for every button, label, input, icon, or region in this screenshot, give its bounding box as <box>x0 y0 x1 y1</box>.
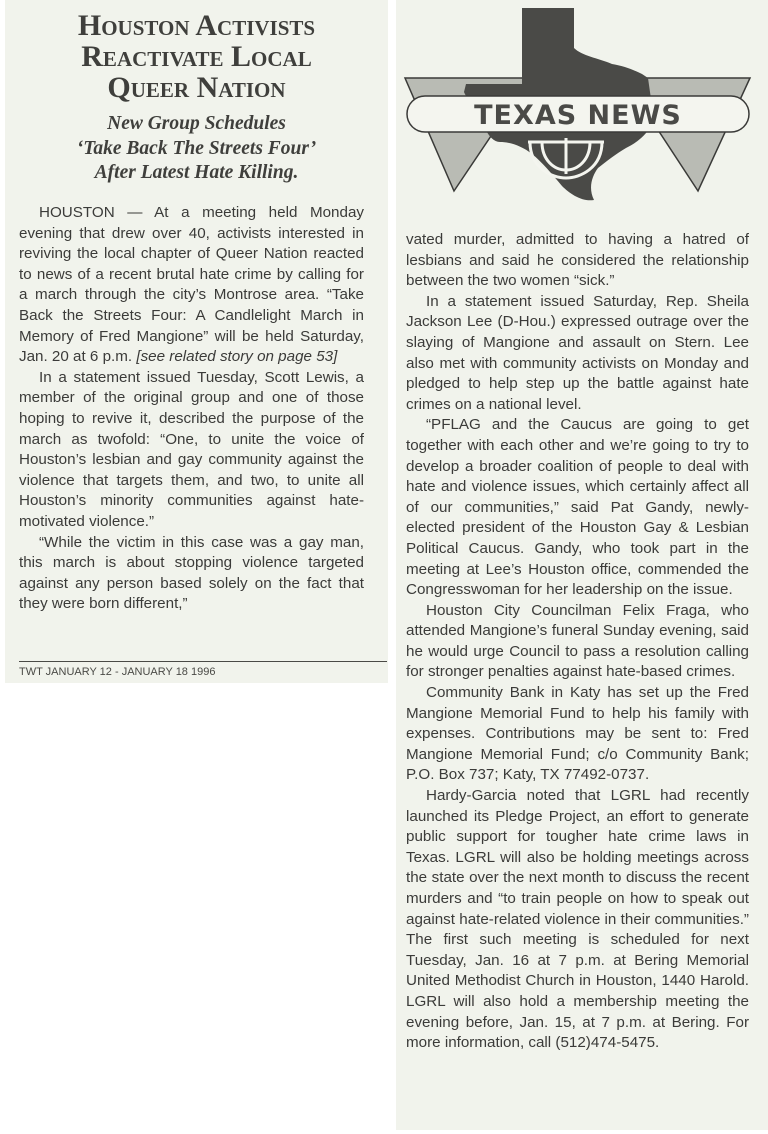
related-story-reference: [see related story on page 53] <box>136 348 338 366</box>
headline <box>5 10 388 103</box>
texas-news-logo <box>402 8 754 203</box>
publication-dateline: TWT JANUARY 12 - JANUARY 18 1996 <box>19 666 216 678</box>
article-paragraph: Houston City Councilman Felix Fraga, who attended Mangione’s funeral Sunday evening, said he would urge Council to pass a resolution calling for stronger penalties against hate-based crimes. <box>406 601 749 681</box>
subheadline-line: After Latest Hate Killing. <box>94 162 299 183</box>
headline-line: Reactivate Local <box>81 40 312 73</box>
logo-text: TEXAS NEWS <box>474 100 682 131</box>
article-paragraph: Hardy-Garcia noted that LGRL had recently launched its Pledge Project, an effort to generate public support for tougher hate crime laws in Texas. LGRL will also be holding meetings across the state over the next month to discuss the recent murders and “to train people on how to speak out against hate-related violence in their communities.” The first such meeting is scheduled for next Tuesday, Jan. 16 at 7 p.m. at Bering Memorial United Methodist Church in Houston, 1440 Harold. LGRL will also hold a membership meeting the evening before, Jan. 15, at 7 p.m. at Bering. For more information, call (512)474-5475. <box>406 787 749 1052</box>
subheadline <box>5 112 388 186</box>
article-body-left <box>19 203 364 615</box>
footer-divider <box>19 661 387 662</box>
headline-line: Houston Activists <box>77 9 316 42</box>
paragraph-text: HOUSTON — At a meeting held Monday evening that drew over 40, activists interested in reviving the local chapter of Queer Nation reacted to news of a recent brutal hate crime by calling for a march through the city’s Montrose area. “Take Back the Streets Four: A Candlelight March in Memory of Fred Mangione” will be held Saturday, Jan. 20 at 6 p.m. <box>19 204 364 366</box>
article-body-right <box>406 230 749 1054</box>
subheadline-line: New Group Schedules <box>107 113 286 134</box>
subheadline-line: ‘Take Back The Streets Four’ <box>76 137 317 159</box>
article-paragraph-continued: vated murder, admitted to having a hatred of lesbians and said he considered the relationship between the two women “sick.” <box>406 231 749 290</box>
left-clipping <box>5 0 388 683</box>
article-paragraph: “While the victim in this case was a gay man, this march is about stopping violence targeted against any person based solely on the fact that they were born different,” <box>19 533 364 613</box>
article-paragraph: In a statement issued Tuesday, Scott Lewis, a member of the original group and one of those hoping to revive it, described the purpose of the march as twofold: “One, to unite the voice of Houston’s lesbian and gay community against the violence that targets them, and two, to unite all Houston’s minority communities against hate-motivated violence.” <box>19 368 364 530</box>
article-paragraph: In a statement issued Saturday, Rep. Sheila Jackson Lee (D-Hou.) expressed outrage over the slaying of Mangione and assault on Stern. Lee also met with community activists on Monday and pledged to help step up the battle against hate crimes on a national level. <box>406 292 749 413</box>
headline-line: Queer Nation <box>107 71 286 104</box>
right-clipping <box>396 0 768 1130</box>
article-paragraph <box>19 203 364 368</box>
article-paragraph: “PFLAG and the Caucus are going to get together with each other and we’re going to try to develop a broader coalition of people to deal with hate and violence issues, which certainly affect all of our communities,” said Pat Gandy, newly-elected president of the Houston Gay & Lesbian Political Caucus. Gandy, who took part in the meeting at Lee’s Houston office, commended the Congresswoman for her leadership on the issue. <box>406 416 749 599</box>
article-paragraph: Community Bank in Katy has set up the Fred Mangione Memorial Fund to help his family with expenses. Contributions may be sent to: Fred Mangione Memorial Fund; c/o Community Bank; P.O. Box 737; Katy, TX 77492-0737. <box>406 684 749 784</box>
